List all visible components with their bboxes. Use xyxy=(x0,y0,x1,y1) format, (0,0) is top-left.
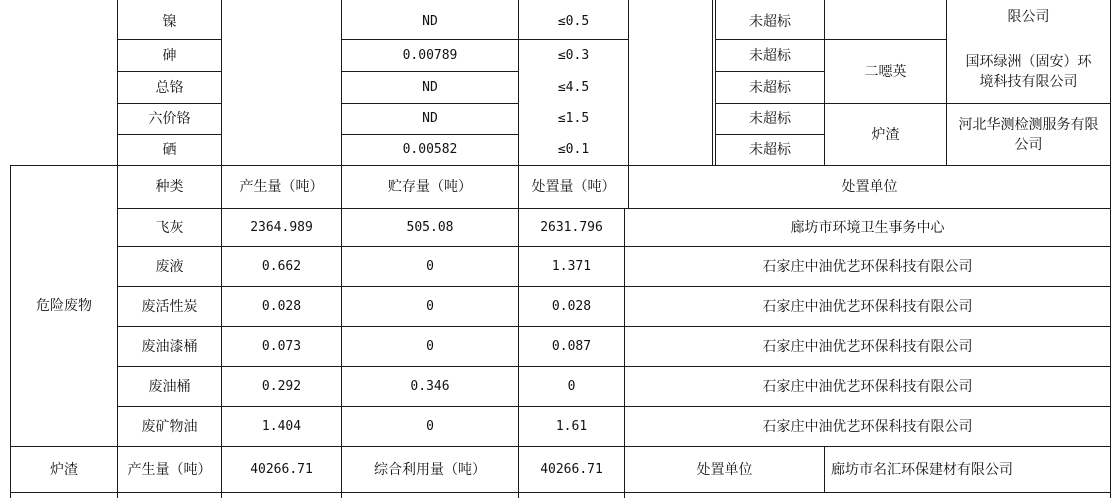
waste-unit: 廊坊市环境卫生事务中心 xyxy=(790,219,945,236)
waste-stored: 0 xyxy=(426,338,434,354)
dioxin-company: 国环绿洲（固安）环境科技有限公司 xyxy=(965,53,1092,90)
slag-unit-label: 处置单位 xyxy=(696,461,753,478)
slag-utilized-label: 综合利用量（吨） xyxy=(374,461,486,478)
waste-stored: 0 xyxy=(426,258,434,274)
waste-produced: 0.028 xyxy=(261,298,302,314)
slag-produced: 40266.71 xyxy=(250,461,313,477)
waste-stored: 0.346 xyxy=(410,378,450,394)
metal-limit: ≤0.3 xyxy=(557,48,590,63)
metal-limit: ≤0.5 xyxy=(557,14,590,29)
waste-stored: 0 xyxy=(426,418,434,434)
waste-type: 废矿物油 xyxy=(141,418,198,435)
waste-stored: 0 xyxy=(426,298,434,314)
metal-name: 镍 xyxy=(162,14,177,30)
waste-disposed: 2631.796 xyxy=(540,219,603,235)
company-fragment: 限公司 xyxy=(1007,9,1050,25)
waste-type: 废油桶 xyxy=(148,378,191,395)
metal-name: 砷 xyxy=(162,48,177,64)
waste-disposed: 0.028 xyxy=(551,298,592,314)
waste-unit: 石家庄中油优艺环保科技有限公司 xyxy=(762,258,973,275)
metal-limit: ≤4.5 xyxy=(557,79,590,95)
hazardous-category: 危险废物 xyxy=(36,298,92,314)
metal-result: 未超标 xyxy=(749,79,791,96)
metal-result: 未超标 xyxy=(749,48,791,64)
waste-disposed: 1.61 xyxy=(555,418,588,434)
waste-unit: 石家庄中油优艺环保科技有限公司 xyxy=(762,338,973,355)
rule xyxy=(221,0,222,165)
waste-produced: 0.662 xyxy=(261,258,302,274)
waste-type: 废活性炭 xyxy=(141,298,198,315)
header-disposal-unit: 处置单位 xyxy=(841,179,898,195)
dioxin-label: 二噁英 xyxy=(864,63,907,80)
waste-disposed: 1.371 xyxy=(551,258,592,274)
slag-category: 炉渣 xyxy=(50,461,78,478)
waste-unit: 石家庄中油优艺环保科技有限公司 xyxy=(762,418,973,435)
metal-value: ND xyxy=(422,14,438,29)
header-stored: 贮存量（吨） xyxy=(388,179,472,195)
metal-name: 硒 xyxy=(162,142,177,158)
metal-value: ND xyxy=(422,111,438,126)
header-disposed: 处置量（吨） xyxy=(531,179,616,195)
slag-test-label: 炉渣 xyxy=(871,126,900,143)
metal-limit: ≤0.1 xyxy=(557,142,590,157)
metal-name: 六价铬 xyxy=(148,111,191,127)
metal-value: ND xyxy=(422,79,438,95)
rule xyxy=(10,492,1111,493)
metal-value: 0.00582 xyxy=(402,142,458,157)
rule xyxy=(712,0,713,165)
waste-disposed: 0.087 xyxy=(551,338,592,354)
waste-disposed: 0 xyxy=(567,378,576,394)
waste-stored: 505.08 xyxy=(406,219,454,235)
waste-produced: 0.073 xyxy=(261,338,302,354)
rule xyxy=(1110,0,1111,498)
waste-type: 飞灰 xyxy=(155,219,184,236)
metal-name: 总铬 xyxy=(155,79,184,96)
rule xyxy=(628,0,629,165)
metal-result: 未超标 xyxy=(749,111,791,127)
waste-unit: 石家庄中油优艺环保科技有限公司 xyxy=(762,378,973,395)
slag-test-company: 河北华测检测服务有限公司 xyxy=(958,116,1099,153)
slag-unit: 廊坊市名汇环保建材有限公司 xyxy=(831,461,1013,478)
waste-produced: 1.404 xyxy=(261,418,302,434)
metal-result: 未超标 xyxy=(749,14,791,30)
header-type: 种类 xyxy=(155,179,184,195)
metal-result: 未超标 xyxy=(749,142,791,158)
waste-type: 废油漆桶 xyxy=(141,338,198,355)
header-produced: 产生量（吨） xyxy=(239,179,324,195)
waste-produced: 0.292 xyxy=(261,378,302,394)
slag-produced-label: 产生量（吨） xyxy=(127,461,212,478)
waste-produced: 2364.989 xyxy=(250,219,313,235)
metal-limit: ≤1.5 xyxy=(557,111,590,126)
slag-utilized: 40266.71 xyxy=(540,461,603,477)
waste-type: 废液 xyxy=(155,258,184,275)
metal-value: 0.00789 xyxy=(402,48,458,63)
waste-unit: 石家庄中油优艺环保科技有限公司 xyxy=(762,298,973,315)
